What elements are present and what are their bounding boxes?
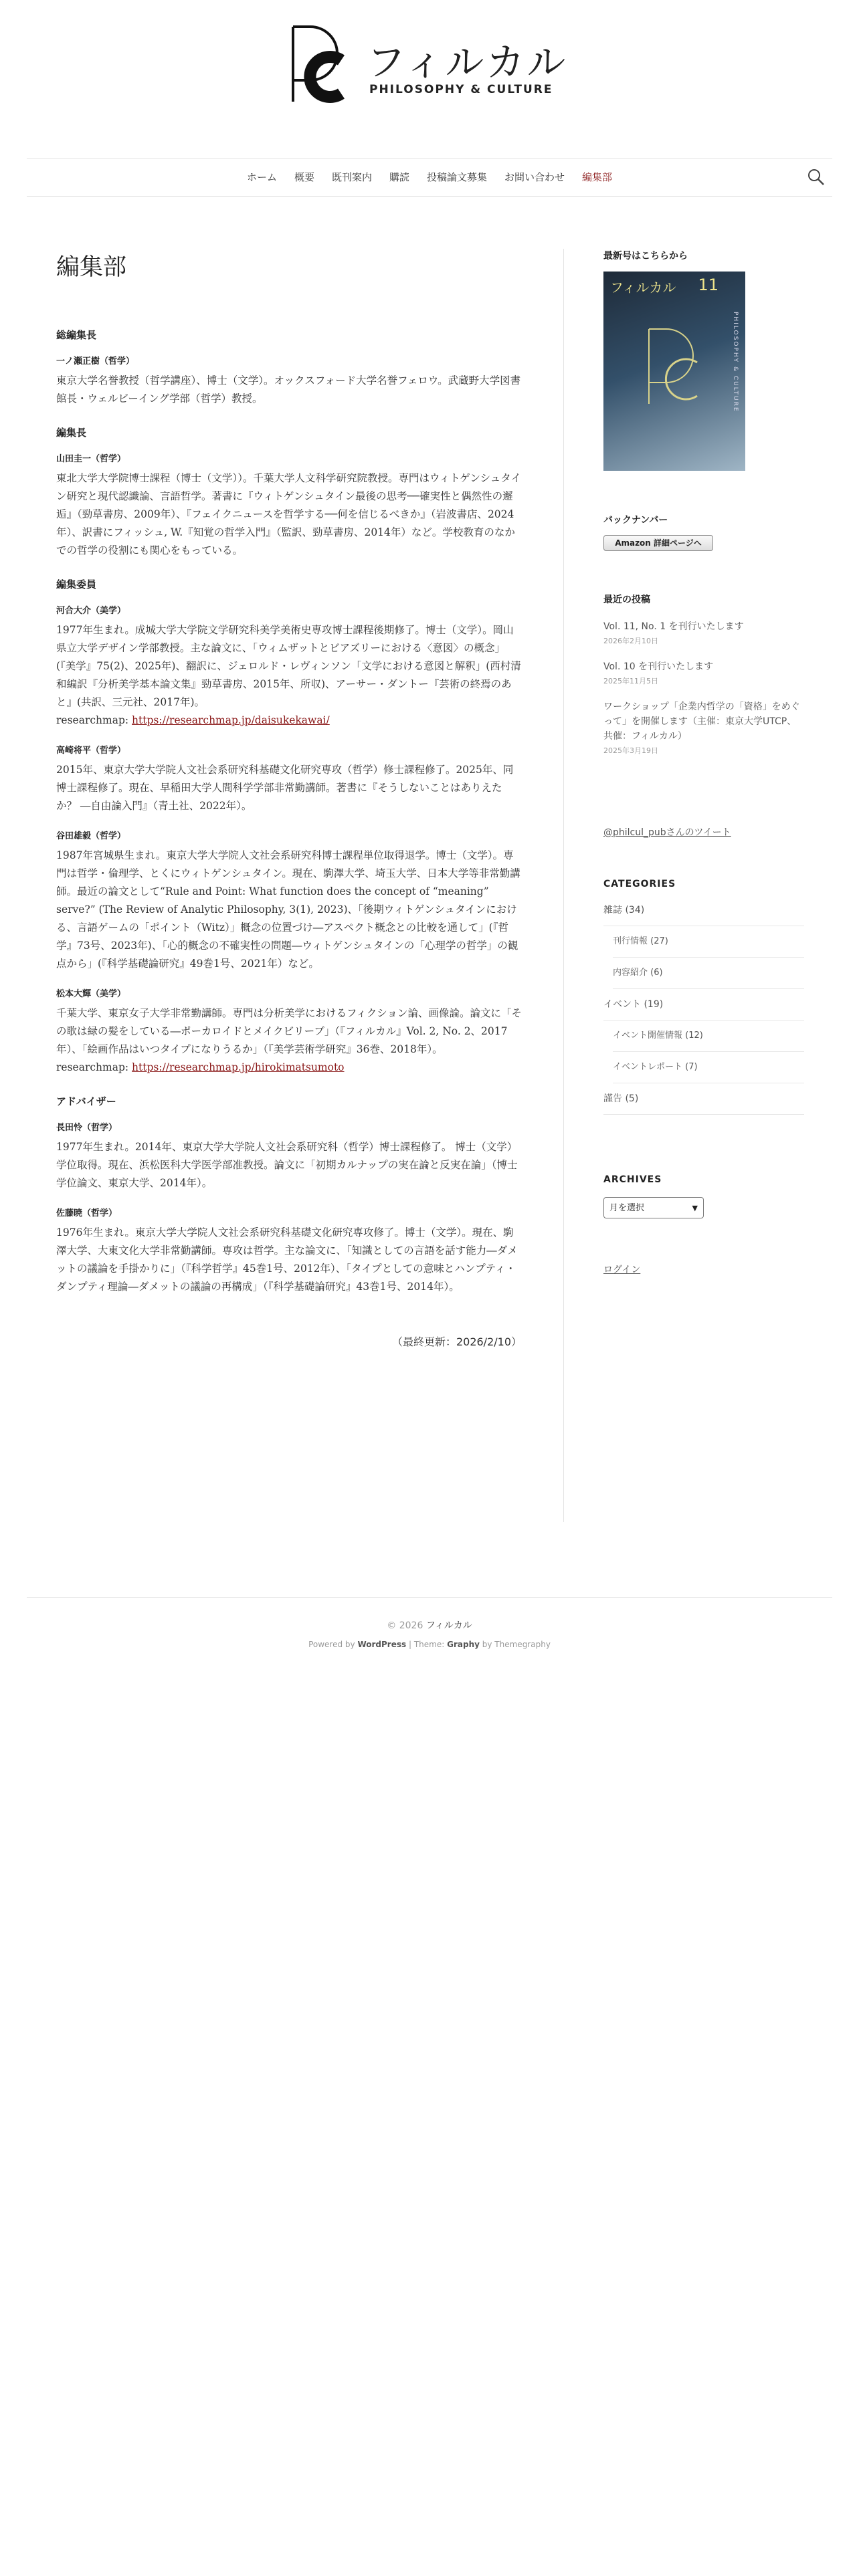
section-gap [56,1309,522,1313]
search-icon[interactable] [807,168,826,187]
person-bio [56,1224,522,1296]
researchmap-link[interactable]: https://researchmap.jp/daisukekawai/ [132,714,330,726]
person-name: 一ノ瀬正樹（哲学） [56,356,135,366]
subcategory-item[interactable]: イベント開催情報 (12) [613,1021,804,1052]
main-navigation [27,158,832,197]
site-title: フィルカル [367,39,568,85]
widget-backnumber-heading: バックナンバー [603,515,668,526]
twitter-link[interactable]: @philcul_pubさんのツイート [603,827,731,838]
widget-latest-heading: 最新号はこちらから [603,251,688,261]
subcategory-item[interactable]: イベントレポート (7) [613,1052,804,1083]
person-name: 山田圭一（哲学） [56,454,126,464]
category-item[interactable]: イベント (19) [603,989,804,1021]
section-heading: 編集長 [56,427,87,439]
archives-select[interactable] [603,1197,704,1218]
recent-post-date: 2025年11月5日 [603,677,658,685]
category-item[interactable]: 謹告 (5) [603,1083,804,1115]
person-bio [56,372,522,408]
archives-select-value: 月を選択 [609,1203,645,1213]
subcategory-item[interactable]: 刊行情報 (27) [613,926,804,958]
person-bio [56,761,522,815]
nav-item[interactable]: 既刊案内 [331,171,372,183]
theme-sep-text: | Theme: [408,1640,445,1649]
nav-item[interactable]: 編集部 [582,171,613,183]
site-subtitle: PHILOSOPHY & CULTURE [369,83,553,96]
amazon-button[interactable]: Amazon 詳細ページへ [603,535,713,551]
recent-post [603,619,804,646]
widget-recent-heading: 最近の投稿 [603,595,650,605]
category-item[interactable]: 雑誌 (34) [603,895,804,926]
footer-copyright [0,1618,859,1632]
cover-issue-number: 11 [698,276,719,294]
person-bio [56,1138,522,1192]
column-divider [563,249,564,1522]
chevron-down-icon: ▼ [692,1204,698,1212]
recent-post [603,659,804,686]
person-bio [56,1004,522,1077]
recent-post-title[interactable]: Vol. 10 を刊行いたします [603,661,714,672]
recent-post-date: 2026年2月10日 [603,637,658,645]
section-heading: 編集委員 [56,578,97,591]
nav-item[interactable]: 投稿論文募集 [427,171,488,183]
theme-by-text: by Themegraphy [482,1640,551,1649]
person-name: 長田怜（哲学） [56,1123,118,1133]
section-heading: 総編集長 [56,329,97,341]
cover-side-text: PHILOSOPHY & CULTURE [732,312,739,413]
researchmap-link[interactable]: https://researchmap.jp/hirokimatsumoto [132,1061,345,1073]
person-bio-text: 1977年生まれ。2014年、東京大学大学院人文社会系研究科（哲学）博士課程修了。 博士（文学）学位取得。現在、浜松医科大学医学部准教授。論文に「初期カルナップの実在論と反実在論」（博士学位論文、東京大学、2014年）。 [56,1141,518,1189]
person-bio-text: 1976年生まれ。東京大学大学院人文社会系研究科基礎文化研究専攻修了。博士（文学）。現在、駒澤大学、大東文化大学非常勤講師。専攻は哲学。主な論文に、「知識としての言語を話す能力―ダメットの議論を手掛かりに」（『科学哲学』45巻1号、2012年）、「タイプとしての意味とハンプティ・ダンプティ理論―ダメットの議論の再構成」（『科学基礎論研究』43巻1号、2014年）。 [56,1226,518,1293]
section-heading: アドバイザー [56,1095,116,1107]
person-bio-text: 1977年生まれ。成城大学大学院文学研究科美学美術史専攻博士課程後期修了。博士（文学）。岡山県立大学デザイン学部教授。主な論文に、「ウィムザットとビアズリーにおける〈意図〉の概念」(『美学』75(2)、2025年)、翻訳に、ジェロルド・レヴィンソン「文学における意図と解釈」(西村清和編訳『分析美学基本論文集』勁草書房、2015年、所収)、アーサー・ダントー『芸術の終焉のあと』(共訳、三元社、2017年)。 [56,624,521,708]
graphy-link[interactable]: Graphy [447,1640,480,1649]
person-bio-text: 東京大学名誉教授（哲学講座）、博士（文学）。オックスフォード大学名誉フェロウ。武蔵野大学図書館長・ウェルビーイング学部（哲学）教授。 [56,374,521,405]
recent-post-title[interactable]: Vol. 11, No. 1 を刊行いたします [603,621,744,632]
recent-post [603,700,804,756]
person-bio-text: 1987年宮城県生まれ。東京大学大学院人文社会系研究科博士課程単位取得退学。博士（文学）。専門は哲学・倫理学、とくにウィトゲンシュタイン。現在、駒澤大学、埼玉大学、日本大学等非常勤講師。最近の論文として“Rule and Point: What function does the concept of “meaning” serve?” (The Review of Analytic Philosophy, 3(1), 2023)、「後期ウィトゲンシュタインにおける、言語ゲームの「ポイント（Witz）」概念の位置づけ―アスペクト概念との比較を通して」(『哲学』73号、2023年)、「心的概念の不確実性の問題―ウィトゲンシュタインの「心理学の哲学」の観点から」(『科学基礎論研究』49巻1号、2021年）など。 [56,849,520,970]
footer-divider [27,1597,832,1598]
cover-title: フィルカル [610,280,676,296]
nav-item[interactable]: ホーム [246,171,277,183]
latest-issue-cover[interactable] [603,272,745,471]
person-bio-text: 東北大学大学院博士課程（博士（文学））。千葉大学人文科学研究院教授。専門はウィトゲンシュタイン研究と現代認識論、言語哲学。著書に『ウィトゲンシュタイン最後の思考──確実性と偶然性の邂逅』（勁草書房、2009年）、『フェイクニュースを哲学する──何を信じるべきか』（岩波書店、2024年）、訳書にフィッシュ, W.『知覚の哲学入門』（監訳、勁草書房、2014年）など。学校教育のなかでの哲学の役割にも関心をもっている。 [56,472,521,556]
widget-archives-heading: ARCHIVES [603,1174,662,1185]
recent-post-title[interactable]: ワークショップ「企業内哲学の「資格」をめぐって」を開催します（主催：東京大学UTCP、共催：フィルカル） [603,702,800,742]
wordpress-link[interactable]: WordPress [357,1640,407,1649]
site-logo[interactable] [288,24,569,111]
nav-item[interactable]: 概要 [294,171,314,183]
login-link[interactable]: ログイン [603,1265,641,1275]
subcategory-item[interactable]: 内容紹介 (6) [613,958,804,989]
person-bio [56,621,522,730]
last-updated: （最終更新：2026/2/10） [391,1335,522,1348]
person-bio-text: 2015年、東京大学大学院人文社会系研究科基礎文化研究専攻（哲学）修士課程修了。2025年、同博士課程修了。現在、早稲田大学人間科学学部非常勤講師。著書に『そうしないことはありえたか？ ―自由論入門』（青土社、2022年）。 [56,764,514,812]
powered-by-text: Powered by [308,1640,355,1649]
main-content [56,249,522,1349]
person-bio-text: 千葉大学、東京女子大学非常勤講師。専門は分析美学におけるフィクション論、画像論。論文に「その歌は緑の髪をしている―ポーカロイドとメイクビリーブ」（『フィルカル』Vol. 2, No. 2、2017年）、「絵画作品はいつタイプになりうるか」（『美学芸術学研究』36巻、2018年）。 [56,1007,522,1055]
nav-item[interactable]: お問い合わせ [504,171,565,183]
person-name: 高崎将平（哲学） [56,746,126,756]
cover-logo-icon [642,326,702,407]
person-name: 谷田雄毅（哲学） [56,831,126,841]
person-name: 佐藤暁（哲学） [56,1208,118,1218]
widget-categories-heading: CATEGORIES [603,879,676,889]
person-name: 河合大介（美学） [56,606,126,616]
copyright-year: © 2026 [387,1620,423,1631]
page-title: 編集部 [56,254,127,281]
researchmap-label: researchmap: [56,1061,132,1073]
footer-credits [0,1640,859,1649]
person-bio [56,847,522,973]
logo-mark-icon [288,24,345,104]
person-name: 松本大輝（美学） [56,989,126,999]
nav-item[interactable]: 購読 [389,171,409,183]
footer-site-link[interactable]: フィルカル [425,1620,472,1631]
researchmap-label: researchmap: [56,714,132,726]
recent-post-date: 2025年3月19日 [603,746,658,755]
person-bio [56,469,522,560]
